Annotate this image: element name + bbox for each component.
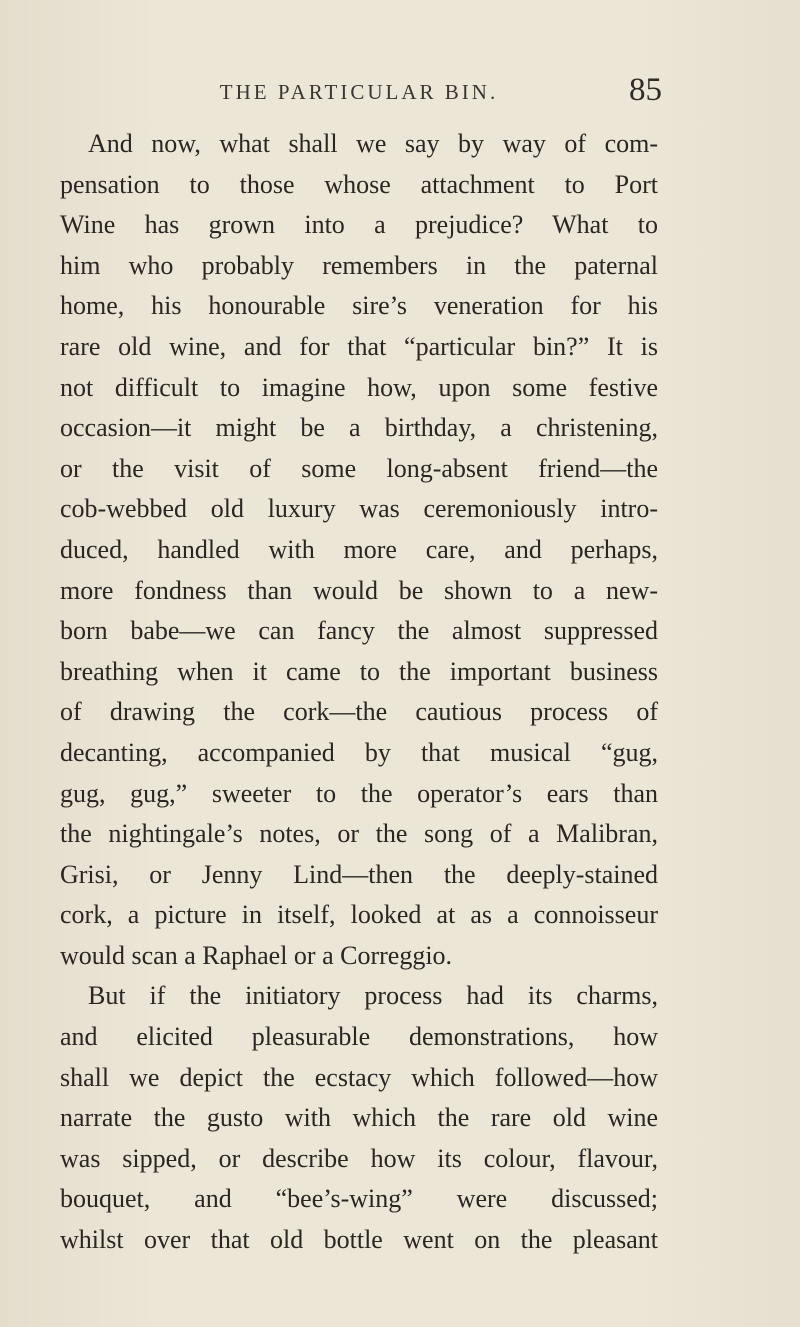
text-line: breathing when it came to the important business xyxy=(60,656,658,686)
text-line: would scan a Raphael or a Correggio. xyxy=(60,940,453,970)
text-line: not difficult to imagine how, upon some festive xyxy=(60,372,658,402)
text-line: born babe—we can fancy the almost suppressed xyxy=(60,616,658,646)
text-line: narrate the gusto with which the rare old wine xyxy=(60,1103,658,1133)
text-line: pensation to those whose attachment to Port xyxy=(60,169,658,199)
body-text xyxy=(60,124,658,1261)
text-line: was sipped, or describe how its colour, flavour, xyxy=(60,1143,658,1173)
text-line: or the visit of some long-absent friend—the xyxy=(60,453,658,483)
text-line: And now, what shall we say by way of com- xyxy=(88,129,658,158)
text-line: But if the initiatory process had its charms, xyxy=(88,981,658,1011)
text-line: shall we depict the ecstacy which followed—how xyxy=(60,1062,658,1092)
text-line: duced, handled with more care, and perhaps, xyxy=(60,534,658,564)
text-line: and elicited pleasurable demonstrations, how xyxy=(60,1022,658,1052)
text-line: rare old wine, and for that “particular bin?” It is xyxy=(60,331,658,361)
text-line: occasion—it might be a birthday, a christening, xyxy=(60,413,658,443)
text-line: cork, a picture in itself, looked at as a connoisseur xyxy=(60,900,658,930)
page-number: 85 xyxy=(629,72,662,108)
text-line: the nightingale’s notes, or the song of a Malibran, xyxy=(60,819,658,849)
text-line: Wine has grown into a prejudice? What to xyxy=(60,210,658,240)
text-line: more fondness than would be shown to a new- xyxy=(60,575,658,605)
text-line: decanting, accompanied by that musical “gug, xyxy=(60,737,658,767)
page-header xyxy=(60,72,662,116)
running-title: THE PARTICULAR BIN. xyxy=(219,80,499,104)
text-line: of drawing the cork—the cautious process of xyxy=(60,697,658,727)
text-line: home, his honourable sire’s veneration for his xyxy=(60,291,658,321)
text-line: him who probably remembers in the paternal xyxy=(60,250,658,280)
text-line: Grisi, or Jenny Lind—then the deeply-stained xyxy=(60,859,658,889)
text-line: cob-webbed old luxury was ceremoniously intro- xyxy=(60,494,658,524)
text-line: gug, gug,” sweeter to the operator’s ears than xyxy=(60,778,658,808)
text-line: whilst over that old bottle went on the pleasant xyxy=(60,1225,658,1255)
text-line: bouquet, and “bee’s-wing” were discussed; xyxy=(60,1184,658,1214)
